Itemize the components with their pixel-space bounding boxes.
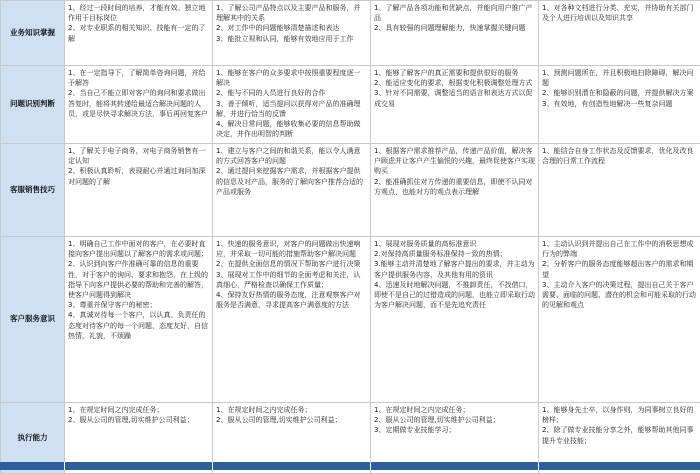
cell-text-line: 2、认识到向客户作准确可靠的信息的重要性，对于客户的询问、要求和抱怨，在上级的指导下向客户提供必要的帮助和完善的解答，使客户问题得到解决 (68, 259, 209, 300)
cell-text-line: 3、主动介入客户的决策过程，提出自己关于客户需要、面临的问题、潜在的机会和可能采取的行动的见解和观点 (542, 280, 697, 311)
level-cell (371, 237, 539, 403)
level-cell (539, 144, 700, 237)
table-row (1, 144, 700, 237)
level-cell (65, 237, 213, 403)
cell-text-line: 1、建立与客户之间的和谐关系，能以令人满意的方式回答客户的问题 (216, 146, 367, 166)
row-header: 问题识别判断 (1, 66, 65, 144)
cell-text-line: 3、展现对工作中的细节的全面考虑和关注，认真细心，严格检查以确保工作质量； (216, 270, 367, 290)
cell-text-line: 1、了解产品各项功能和优缺点，并能向用户推广产品 (374, 3, 535, 23)
cell-text-line: 4、真诚对待每一个客户，以认真、负责任的态度对待客户的每一个问题，态度友好，自信热情，礼貌，不烦躁 (68, 310, 209, 341)
level-cell (539, 66, 700, 144)
level-cell (371, 144, 539, 237)
cell-text-line: 3、针对不同需要，调整适当的语言和表达方式以促成交易 (374, 88, 535, 108)
cell-text-line: 1、在规定时间之内完成任务； (374, 405, 535, 415)
cell-text-line: 3、能批立视和认同，能够有效地应用于工作 (216, 34, 367, 44)
cell-text-line: 2、能够识别潜在和隐蔽的问题，并提供解决方案 (542, 88, 697, 98)
cell-text-line: 3、有效地，有创造性地解决一些复杂问题 (542, 99, 697, 109)
cell-text-line: 1、能够身先士卒，以身作则，为同事树立良好的榜样； (542, 405, 697, 425)
cell-text-line: 2、在提供全面信息的情况下帮助客户进行决策 (216, 259, 367, 269)
cell-text-line: 4、保持友好热情的服务态度，注意观察客户对服务是否满意，寻求提高客户满意度的方法 (216, 290, 367, 310)
cell-text-line: 2、服从公司的管理,切实维护公司利益； (216, 415, 367, 425)
cell-text-line: 1、对各种文档进行分类、充实，并协助有关部门及个人进行培训以及知识共享 (542, 3, 697, 23)
cell-text-line: 2、能准确抓住对方传递的重要信息，即使不认同对方观点，也能对方的观点表示理解 (374, 177, 535, 197)
table-row (1, 1, 700, 66)
cell-text-line: 1、明确自己工作中面对的客户，在必要时直接向客户提出问题以了解客户的需求或问题； (68, 239, 209, 259)
cell-text-line: 1、在规定时间之内完成任务； (68, 405, 209, 415)
level-cell (371, 66, 539, 144)
cell-text-line: 2、服从公司的管理,切实维护公司利益； (374, 415, 535, 425)
cell-text-line: 4、迅速及时地解决问题，不推卸责任，不找借口，即使不是自己的过错造成的问题，也能立即采取行动为客户解决问题，而不是先追究责任 (374, 280, 535, 311)
cell-text-line: 2、具有较强的问题理解能力，快速掌握关键问题 (374, 23, 535, 33)
cell-text-line: 2、对工作中的问题能够清楚描述和表达 (216, 23, 367, 33)
cell-text-line: 1、展现对服务质量的高标准意识 (374, 239, 535, 249)
row-header: 客服销售技巧 (1, 144, 65, 237)
cell-text-line: 2、当自己不能立即对客户的询问和要求做出答复时，能将其转递给最适合解决问题的人员，或是尽快寻求解决方法，事后再回复客户 (68, 88, 209, 119)
cell-text-line: 1、主动认识到并提出自己在工作中的消极思想或行为的弊端 (542, 239, 697, 259)
level-cell (65, 66, 213, 144)
level-cell (213, 237, 371, 403)
table-row (1, 237, 700, 403)
cell-text-line: 2、除了做专业技能分享之外，能够帮助其他同事提升专业技能； (542, 425, 697, 445)
cell-text-line: 1、在一定指导下，了解简单咨询问题，并给予解答 (68, 68, 209, 88)
cell-text-line: 1、能够了解客户的真正需要和提供很好的服务 (374, 68, 535, 78)
cell-text-line: 1、根据客户需求推荐产品，传递产品价值，解决客户顾虑并让客户产生愉悦的兴趣，最终促使客户实现购买 (374, 146, 535, 177)
cell-text-line: 1、了解关于电子商务，对电子商务销售有一定认知 (68, 146, 209, 166)
cell-text-line: 1、在规定时间之内完成任务； (216, 405, 367, 415)
cell-text-line: 3、尊重并保守客户的秘密； (68, 300, 209, 310)
cell-text-line: 2、服从公司的管理,切实维护公司利益； (68, 415, 209, 425)
bottom-header-bar (0, 462, 700, 470)
table-body (1, 1, 700, 474)
row-header: 客户服务意识 (1, 237, 65, 403)
level-cell (539, 1, 700, 66)
cell-text-line: 1、经过一段时间的培养，才能有效、独立地作用于目标岗位 (68, 3, 209, 23)
level-cell (539, 237, 700, 403)
cell-text-line: 3.能够主动并清楚地了解客户提出的要求，并主动为客户提供服务内容，及其他有用的资讯 (374, 259, 535, 279)
row-header: 业务知识掌握 (1, 1, 65, 66)
cell-text-line: 2、能适应变化的要求，根据变化积极调整处理方式 (374, 78, 535, 88)
cell-text-line: 1、预测问题所在，并且积极地扫除障碍，解决问题 (542, 68, 697, 88)
cell-text-line: 2、对专业职系的相关知识、技能有一定的了解 (68, 23, 209, 43)
cell-text-line: 2.对保持高质量服务标准保持一致的热情； (374, 249, 535, 259)
level-cell (213, 144, 371, 237)
cell-text-line: 1、能结合自身工作状态及反馈要求，优化及改良合理的日常工作流程 (542, 146, 697, 166)
cell-text-line: 2、分析客户的服务态度能够超出客户的需求和期望 (542, 259, 697, 279)
level-cell (213, 66, 371, 144)
cell-text-line: 2、能与不同的人员进行良好的合作 (216, 88, 367, 98)
cell-text-line: 3、善于倾听，适当提问以获得对产品的准确理解，并进行恰当的反馈 (216, 99, 367, 119)
cell-text-line: 1、能够在客户的众多要求中按照重要程度逐一解决 (216, 68, 367, 88)
cell-text-line: 2、通过提问来挖掘客户需求，并根据客户提供的信息及对产品，服务的了解向客户推荐合适的产品或服务 (216, 166, 367, 197)
level-cell (65, 1, 213, 66)
cell-text-line: 3、定期做专业技能学习； (374, 425, 535, 435)
row-header: 执行能力 (1, 403, 65, 474)
level-cell (213, 1, 371, 66)
level-cell (371, 1, 539, 66)
cell-text-line: 1、快速的服务意识，对客户的问题做出快速响应，并采取一切可能的措施帮助客户解决问题 (216, 239, 367, 259)
cell-text-line: 2、积极认真聆听，表现耐心并通过询问加深对问题的了解 (68, 166, 209, 186)
cell-text-line: 4、解决日常问题，能够收集必要的信息帮助做决定，并作出明智的判断 (216, 119, 367, 139)
level-cell (65, 144, 213, 237)
table-row (1, 66, 700, 144)
cell-text-line: 1、了解公司产品特点以及主要产品和服务，并理解其中的关系 (216, 3, 367, 23)
